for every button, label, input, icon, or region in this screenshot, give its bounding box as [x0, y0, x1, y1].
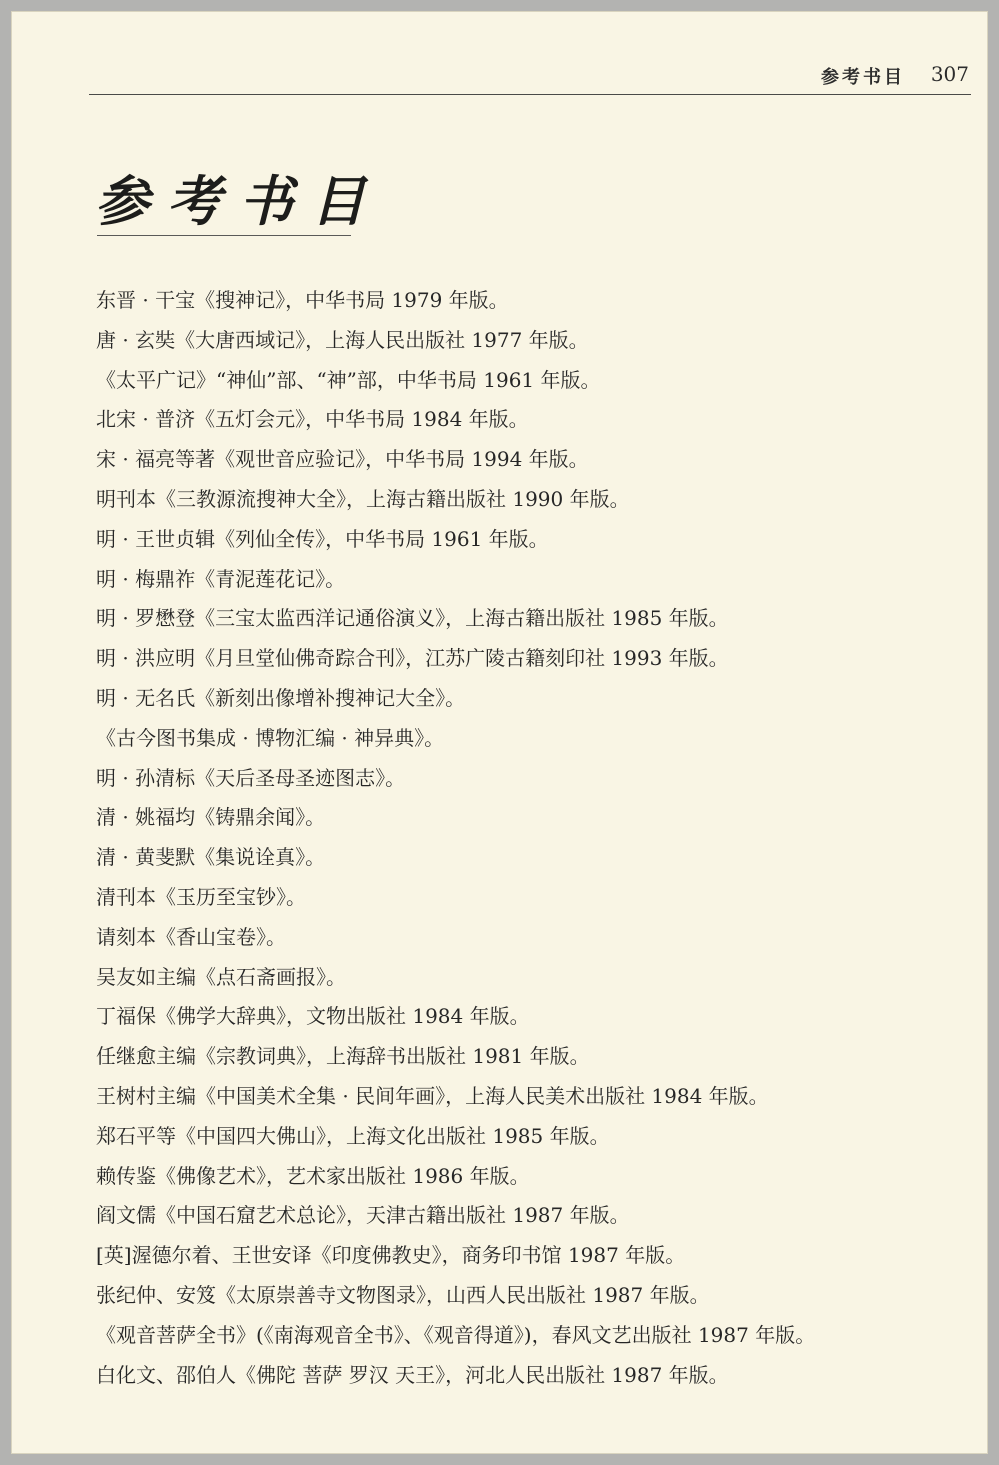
reference-entry: 明 · 洪应明《月旦堂仙佛奇踪合刊》，江苏广陵古籍刻印社 1993 年版。: [96, 646, 729, 671]
reference-entry: 丁福保《佛学大辞典》，文物出版社 1984 年版。: [96, 1004, 530, 1029]
title-underline: [97, 235, 351, 236]
reference-entry: 清 · 黄斐默《集说诠真》。: [96, 845, 326, 870]
reference-entry: 白化文、邵伯人《佛陀 菩萨 罗汉 天王》，河北人民出版社 1987 年版。: [96, 1362, 729, 1387]
reference-entry: 唐 · 玄奘《大唐西域记》，上海人民出版社 1977 年版。: [96, 327, 589, 352]
running-head: [89, 61, 971, 95]
running-head-title: 参考书目: [821, 67, 905, 88]
reference-entry: 王树村主编《中国美术全集 · 民间年画》，上海人民美术出版社 1984 年版。: [96, 1083, 769, 1108]
reference-entry: 《观音菩萨全书》(《南海观音全书》、《观音得道》)，春风文艺出版社 1987 年版。: [96, 1322, 816, 1347]
reference-entry: [英]渥德尔着、王世安译《印度佛教史》，商务印书馆 1987 年版。: [96, 1243, 686, 1268]
reference-entry: 东晋 · 干宝《搜神记》，中华书局 1979 年版。: [96, 288, 509, 312]
page-title: 参考书目: [95, 169, 383, 233]
reference-entry: 张纪仲、安笈《太原崇善寺文物图录》，山西人民出版社 1987 年版。: [96, 1282, 710, 1307]
reference-entry: 明 · 王世贞辑《列仙全传》，中华书局 1961 年版。: [96, 526, 549, 551]
reference-entry: 郑石平等《中国四大佛山》，上海文化出版社 1985 年版。: [96, 1123, 610, 1148]
reference-entry: 明刊本《三教源流搜神大全》，上海古籍出版社 1990 年版。: [96, 486, 630, 511]
reference-entry: 赖传鉴《佛像艺术》，艺术家出版社 1986 年版。: [96, 1163, 530, 1188]
page-number: 307: [930, 62, 969, 86]
book-page: [11, 11, 988, 1454]
reference-entry: 宋 · 福亮等著《观世音应验记》，中华书局 1994 年版。: [96, 447, 589, 472]
reference-entry: 请刻本《香山宝卷》。: [96, 924, 286, 949]
reference-entry: 《古今图书集成 · 博物汇编 · 神异典》。: [96, 725, 445, 750]
reference-list: [96, 287, 956, 1401]
reference-entry: 《太平广记》“神仙”部、“神”部，中华书局 1961 年版。: [96, 367, 601, 392]
reference-entry: 明 · 无名氏《新刻出像增补搜神记大全》。: [96, 685, 466, 710]
reference-entry: 任继愈主编《宗教词典》，上海辞书出版社 1981 年版。: [96, 1044, 590, 1069]
reference-entry: 阎文儒《中国石窟艺术总论》，天津古籍出版社 1987 年版。: [96, 1203, 630, 1228]
reference-entry: 明 · 梅鼎祚《青泥莲花记》。: [96, 566, 346, 591]
reference-entry: 北宋 · 普济《五灯会元》，中华书局 1984 年版。: [96, 407, 529, 432]
reference-entry: 清 · 姚福均《铸鼎余闻》。: [96, 805, 326, 830]
reference-entry: 明 · 孙清标《天后圣母圣迹图志》。: [96, 765, 406, 790]
reference-entry: 吴友如主编《点石斋画报》。: [96, 964, 346, 989]
reference-entry: 明 · 罗懋登《三宝太监西洋记通俗演义》，上海古籍出版社 1985 年版。: [96, 606, 729, 631]
reference-entry: 清刊本《玉历至宝钞》。: [96, 884, 306, 909]
